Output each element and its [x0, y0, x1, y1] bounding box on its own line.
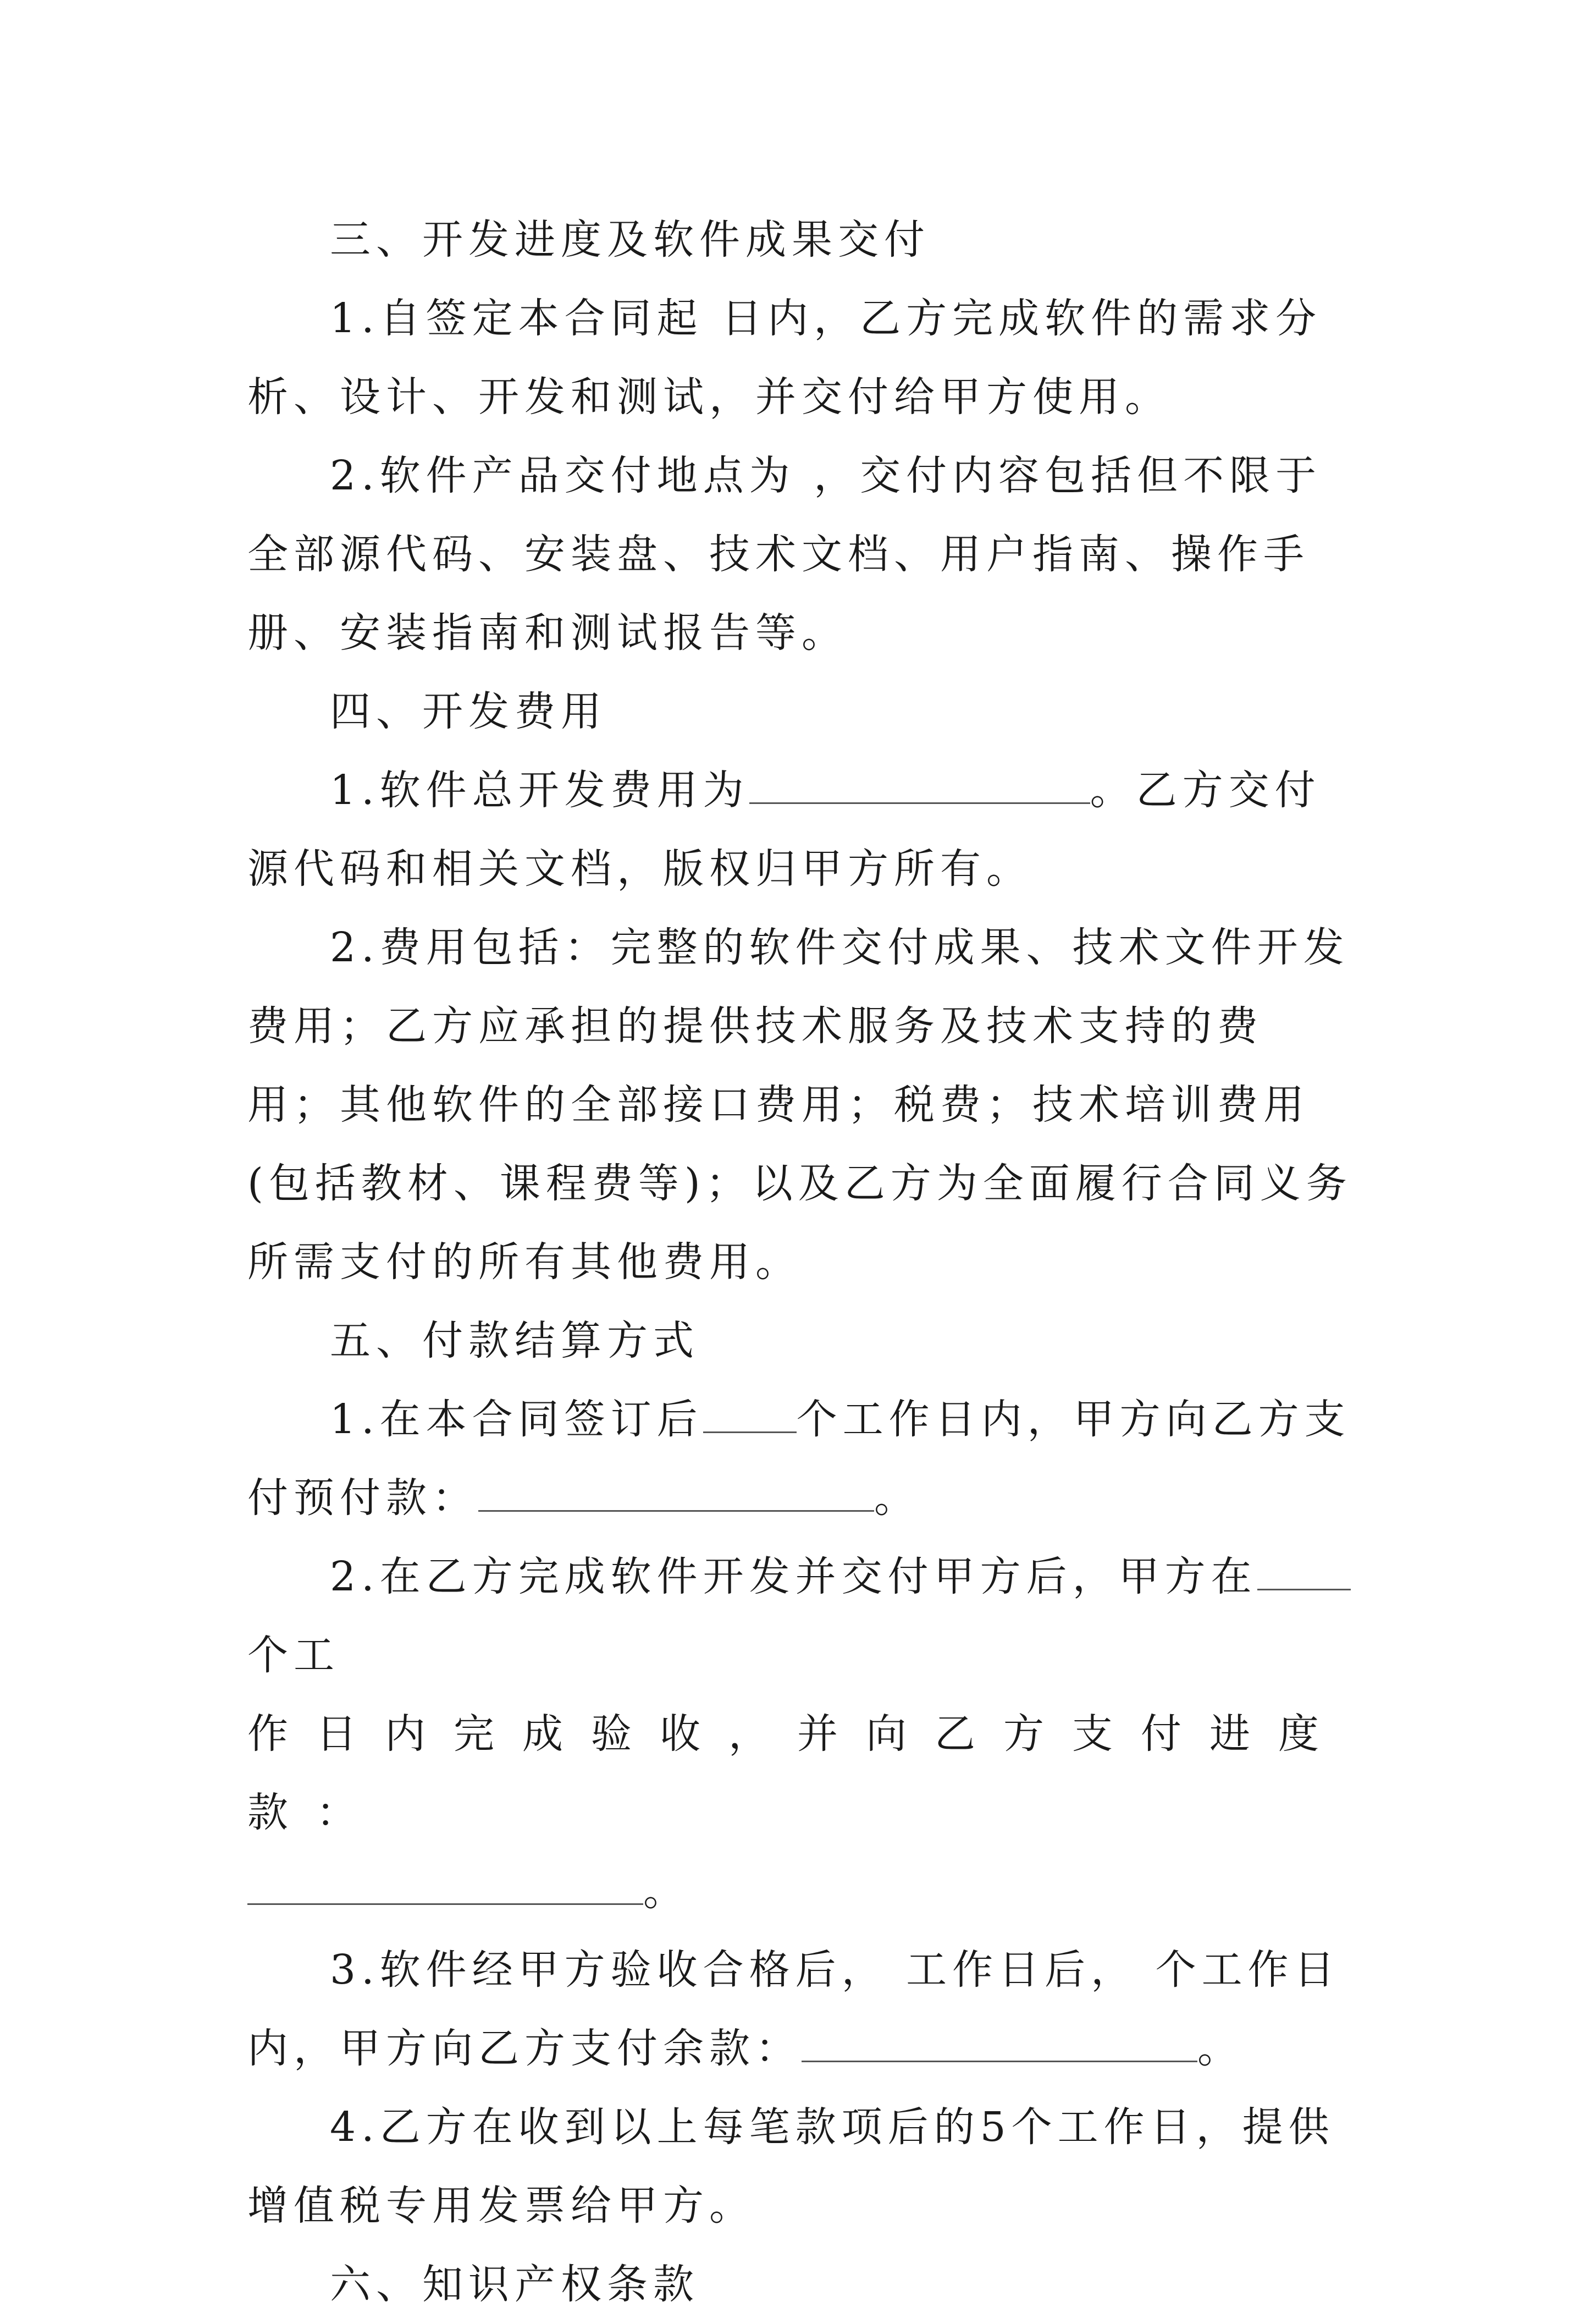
clause-5-2-text-c: 作日内完成验收，并向乙方支付进度款：	[247, 1710, 1347, 1836]
clause-5-2-end	[247, 1852, 1352, 1931]
clause-5-3	[247, 1931, 1352, 2088]
clause-5-2-text-a: 2.在乙方完成软件开发并交付甲方后，甲方在	[330, 1553, 1257, 1600]
clause-5-1	[247, 1380, 1352, 1538]
fee-blank	[749, 766, 1090, 804]
clause-5-2-justified-line	[247, 1695, 1352, 1852]
clause-5-1-text-c: 。	[874, 1474, 920, 1522]
clause-5-3-text-b: 。	[1197, 2025, 1244, 2072]
clause-3-2: 2.软件产品交付地点为 ，交付内容包括但不限于全部源代码、安装盘、技术文档、用户指南、操作手册、安装指南和测试报告等。	[247, 452, 1322, 657]
clause-5-3-text-a: 3.软件经甲方验收合格后， 工作日后， 个工作日内，甲方向乙方支付余款：	[247, 1946, 1340, 2072]
clause-4-2: 2.费用包括：完整的软件交付成果、技术文件开发费用；乙方应承担的提供技术服务及技术支持的费用；其他软件的全部接口费用；税费；技术培训费用(包括教材、课程费等)；以及乙方为全面履行合同义务所需支付的所有其他费用。	[247, 924, 1352, 1286]
section-heading-5: 五、付款结算方式	[330, 1317, 699, 1364]
clause-4-1-text-b: 。乙方交付源代码和相关文档，版权归甲方所有。	[247, 767, 1321, 893]
section-heading-6: 六、知识产权条款	[330, 2261, 699, 2308]
clause-5-2-text-d: 。	[643, 1868, 689, 1915]
acceptance-days-blank	[1257, 1552, 1351, 1590]
clause-3-1: 1.自签定本合同起 日内，乙方完成软件的需求分析、设计、开发和测试，并交付给甲方使用。	[247, 295, 1322, 421]
section-heading-3: 三、开发进度及软件成果交付	[330, 216, 930, 263]
clause-4-1-text-a: 1.软件总开发费用为	[330, 767, 749, 814]
clause-5-1-text-a: 1.在本合同签订后	[330, 1396, 703, 1443]
days-blank	[703, 1395, 797, 1433]
balance-payment-blank	[802, 2024, 1197, 2062]
document-body	[247, 201, 1352, 2324]
prepayment-blank	[478, 1474, 874, 1512]
section-heading-4: 四、开发费用	[330, 688, 607, 735]
progress-payment-blank	[247, 1867, 643, 1905]
clause-5-2	[247, 1538, 1352, 1695]
clause-5-4: 4.乙方在收到以上每笔款项后的5个工作日，提供增值税专用发票给甲方。	[247, 2103, 1335, 2229]
clause-5-1-text-b: 个工作日内，甲方向乙方支付预付款：	[247, 1396, 1351, 1522]
clause-4-1	[247, 751, 1352, 908]
clause-5-2-text-b: 个工	[247, 1632, 340, 1679]
